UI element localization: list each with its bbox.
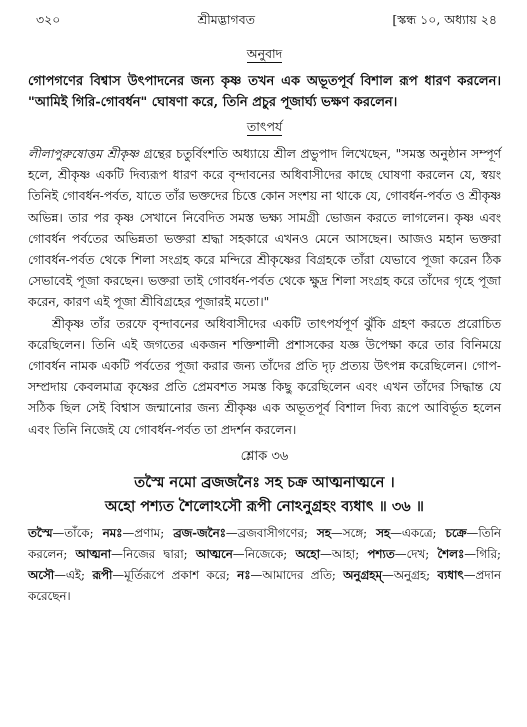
synonym-item: আত্মনে—নিজেকে (195, 546, 284, 561)
page-number: ৩২০ (36, 12, 61, 27)
synonym-meaning: ব্রজবাসীগণের (237, 525, 304, 540)
synonym-word: অনুগ্রহম্ (343, 567, 382, 582)
translation-heading: অনুবাদ (246, 46, 283, 61)
synonym-item: সহ—সঙ্গে (316, 525, 364, 540)
purport-heading: তাৎপর্য (246, 119, 283, 134)
synonym-item: অনুগ্রহম্—অনুগ্রহ (343, 567, 427, 582)
synonym-word: অহো (295, 546, 321, 561)
synonym-item: নমঃ—প্রণাম (102, 525, 161, 540)
synonym-item: শৈলঃ—গিরি (437, 546, 498, 561)
synonym-word: অসৌ (28, 567, 55, 582)
synonym-meaning: নিজের দ্বারা (122, 546, 184, 561)
verse-line-1: তস্মৈ নমো ব্রজজনৈঃ সহ চক্র আত্মনাত্মনে । (134, 473, 395, 491)
synonym-word: রূপী (92, 567, 113, 582)
synonym-item: ব্যধাৎ—প্রদান করেছেন। (28, 567, 501, 603)
synonym-word: শৈলঃ (437, 546, 465, 561)
verse-title: শ্লোক ৩৬ (240, 448, 289, 464)
synonym-word: নঃ (237, 567, 251, 582)
purport-section (28, 144, 501, 441)
synonym-item: রূপী—মূর্তিরূপে প্রকাশ করে (92, 567, 226, 582)
synonym-meaning: আমাদের প্রতি (262, 567, 332, 582)
synonym-word: আত্মনে (195, 546, 233, 561)
synonym-word: আত্মনা (75, 546, 112, 561)
synonym-word: নমঃ (102, 525, 123, 540)
translation-text: গোপগণের বিশ্বাস উৎপাদনের জন্য কৃষ্ণ তখন এক অভূতপূর্ব বিশাল রূপ ধারণ করলেন। "আমিই গিরি-গোবর্ধন" ঘোষণা করে, তিনি প্রচুর পূজার্ঘ্য ভক্ষণ করলেন। (28, 74, 501, 110)
synonym-meaning: আহা (331, 546, 356, 561)
purport-paragraph-1-text: গ্রন্থের চতুর্বিংশতি অধ্যায়ে শ্রীল প্রভুপাদ লিখেছেন, "সমস্ত অনুষ্ঠান সম্পূর্ণ হলে, শ্রীকৃষ্ণ একটি দিব্যরূপ ধারণ করে বৃন্দাবনের অধিবাসীদের কাছে ঘোষণা করলেন যে, স্বয়ং তিনিই গোবর্ধন-পর্বত, যাতে তাঁর ভক্তদের চিত্তে কোন সংশয় না থাকে যে, গোবর্ধন-পর্বত ও শ্রীকৃষ্ণ অভিন্ন। তার পর কৃষ্ণ সেখানে নিবেদিত সমস্ত ভক্ষ্য সামগ্রী ভোজন করতে লাগলেন। কৃষ্ণ এবং গোবর্ধন পর্বতের অভিন্নতা ভক্তরা শ্রদ্ধা সহকারে এখনও মেনে আসছেন। আজও মহান ভক্তরা গোবর্ধন-পর্বত থেকে শিলা সংগ্রহ করে মন্দিরে শ্রীকৃষ্ণের বিগ্রহকে তাঁরা যেভাবে পূজা করেন ঠিক সেভাবেই পূজা করছেন। ভক্তরা তাই গোবর্ধন-পর্বত থেকে ক্ষুদ্র শিলা সংগ্রহ করে তাঁদের গৃহে পূজা করেন, কারণ এই পূজা শ্রীবিগ্রহের পূজারই মতো।" (28, 147, 501, 310)
synonym-meaning: অনুগ্রহ (393, 567, 427, 582)
synonym-item: পশ্যত—দেখ (367, 546, 426, 561)
synonym-word: ব্যধাৎ (437, 567, 464, 582)
synonym-meaning: নিজেকে (244, 546, 284, 561)
synonym-meaning: প্রদান করেছেন। (28, 567, 501, 603)
synonym-meaning: একত্রে (401, 525, 433, 540)
verse-line-2: অহো পশ্যত শৈলোঽসৌ রূপী নোঽনুগ্রহং ব্যধাৎ ॥ ৩৬ ॥ (105, 497, 424, 515)
synonym-word: ব্রজ-জনৈঃ (173, 525, 226, 540)
synonym-item: চক্রে—তিনি করলেন (28, 525, 501, 561)
synonym-item: তস্মৈ—তাঁকে (28, 525, 90, 540)
synonym-meaning: সঙ্গে (342, 525, 364, 540)
page-header (28, 12, 501, 32)
synonym-item: অসৌ—এই (28, 567, 82, 582)
synonym-word: সহ (316, 525, 331, 540)
synonym-meaning: দেখ (406, 546, 426, 561)
synonym-item: আত্মনা—নিজের দ্বারা (75, 546, 184, 561)
synonym-item: নঃ—আমাদের প্রতি (237, 567, 332, 582)
synonyms: তস্মৈ—তাঁকে; নমঃ—প্রণাম; ব্রজ-জনৈঃ—ব্রজবাসীগণের; সহ—সঙ্গে; সহ—একত্রে; চক্রে—তিনি করলেন; আত্মনা—নিজের দ্বারা; আত্মনে—নিজেকে; অহো—আহা; পশ্যত—দেখ; শৈলঃ—গিরি; অসৌ—এই; রূপী—মূর্তিরূপে প্রকাশ করে; নঃ—আমাদের প্রতি; অনুগ্রহম্—অনুগ্রহ; ব্যধাৎ—প্রদান করেছেন। (28, 525, 502, 603)
book-title: শ্রীমদ্ভাগবত (197, 12, 256, 27)
synonym-meaning: গিরি (476, 546, 498, 561)
synonym-meaning: তিনি করলেন (28, 525, 501, 561)
verse-text (28, 471, 501, 519)
chapter-reference: [স্কন্ধ ১০, অধ্যায় ২৪ (392, 12, 497, 27)
synonym-word: সহ (376, 525, 391, 540)
synonym-word: চক্রে (445, 525, 467, 540)
book-name-italic: লীলাপুরুষোত্তম শ্রীকৃষ্ণ (28, 147, 139, 161)
synonym-word: পশ্যত (367, 546, 395, 561)
synonym-meaning: মূর্তিরূপে প্রকাশ করে (124, 567, 226, 582)
synonym-meaning: তাঁকে (64, 525, 90, 540)
purport-paragraph-2: শ্রীকৃষ্ণ তাঁর তরফে বৃন্দাবনের অধিবাসীদের একটি তাৎপর্যপূর্ণ ঝুঁকি গ্রহণ করতে প্ররোচিত করেছিলেন। তিনি এই জগতের একজন শক্তিশালী প্রশাসকের যজ্ঞ উপেক্ষা করে তার বিনিময়ে গোবর্ধন নামক একটি পর্বতের পূজা করার জন্য তাঁদের প্রতি দৃঢ় প্রত্যয় উৎপন্ন করেছিলেন। গোপ-সম্প্রদায় কেবলমাত্র কৃষ্ণের প্রতি প্রেমবশত সমস্ত কিছু করেছিলেন এবং এখন তাঁদের সিদ্ধান্ত যে সঠিক ছিল সেই বিশ্বাস জন্মানোর জন্য শ্রীকৃষ্ণ এক অভূতপূর্ব বিশাল দিব্য রূপে আবির্ভূত হলেন এবং তিনি নিজেই যে গোবর্ধন-পর্বত তা প্রদর্শন করলেন। (28, 316, 501, 437)
synonym-item: সহ—একত্রে (376, 525, 433, 540)
purport-paragraph-1 (28, 144, 501, 314)
synonym-item: অহো—আহা (295, 546, 356, 561)
synonym-item: ব্রজ-জনৈঃ—ব্রজবাসীগণের (173, 525, 304, 540)
synonym-word: তস্মৈ (28, 525, 53, 540)
synonym-meaning: প্রণাম (134, 525, 161, 540)
synonym-meaning: এই (65, 567, 82, 582)
